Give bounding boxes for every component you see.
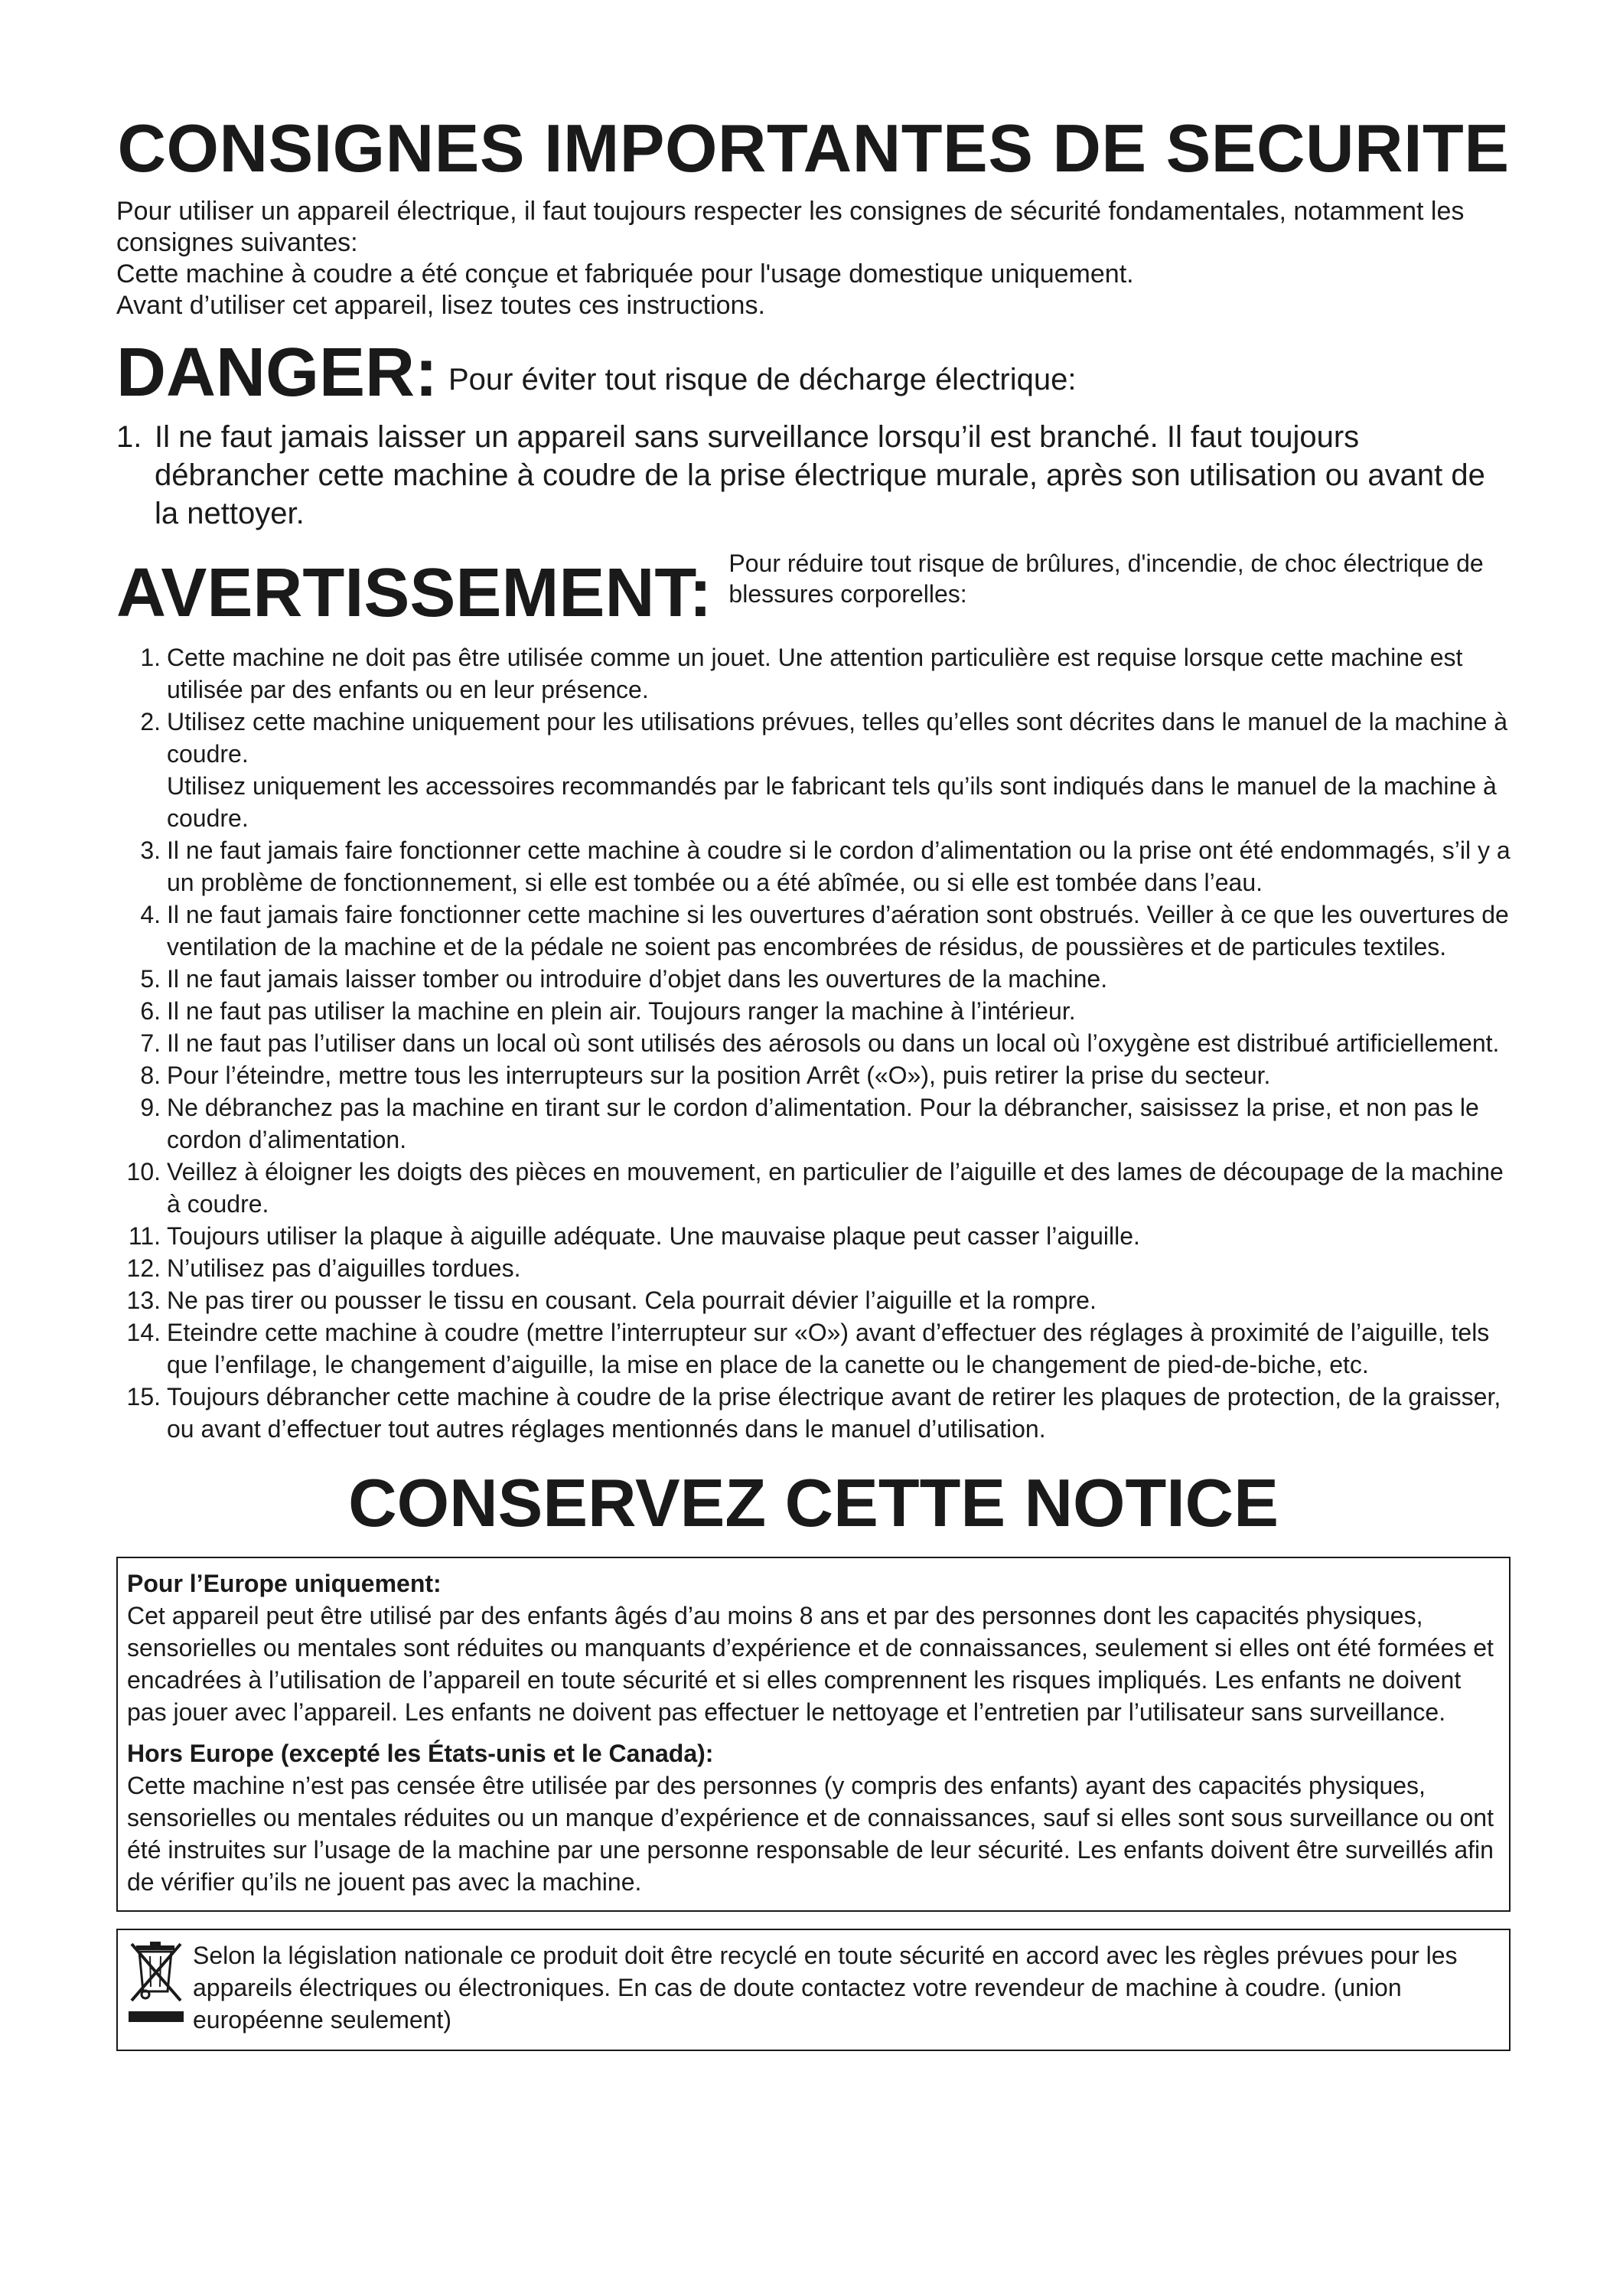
europe-heading: Pour l’Europe uniquement:	[127, 1570, 442, 1597]
warning-item-number: 2.	[140, 708, 161, 735]
warning-list	[116, 641, 1511, 1445]
outside-europe-text: Cette machine n’est pas censée être utilisée par des personnes (y compris des enfants) ayant des capacités physiques, sensorielles ou mentales réduites ou un manque d’expérience et de connaissances, sauf si elles sont sous surveillance ou ont été instruites sur l’usage de la machine par une personne responsable de leur sécurité. Les enfants doivent être surveillés afin de vérifier qu’ils ne jouent pas avec la machine.	[127, 1772, 1494, 1896]
warning-item-text: Il ne faut jamais faire fonctionner cette machine si les ouvertures d’aération sont obstrués. Veiller à ce que les ouvertures de ventilation de la machine et de la pédale ne soient pas encombrées de résidus, de poussières et de particules textiles.	[167, 901, 1509, 960]
warning-item-body	[167, 1381, 1511, 1445]
warning-item-text: Pour l’éteindre, mettre tous les interrupteurs sur la position Arrêt («O»), puis retirer la prise du secteur.	[167, 1062, 1271, 1089]
intro-paragraph: Pour utiliser un appareil électrique, il faut toujours respecter les consignes de sécurité fondamentales, notamment les consignes suivantes:	[116, 197, 1465, 257]
warning-item-body	[167, 1284, 1511, 1316]
warning-item-body	[167, 995, 1511, 1027]
warning-header	[116, 548, 1511, 631]
warning-item-text: Eteindre cette machine à coudre (mettre l’interrupteur sur «O») avant d’effectuer des réglages à proximité de l’aiguille, tels que l’enfilage, le changement d’aiguille, la mise en place de la canette ou le changement de pied-de-biche, etc.	[167, 1319, 1490, 1378]
warning-item	[116, 1091, 1511, 1156]
warning-item-text: Cette machine ne doit pas être utilisée comme un jouet. Une attention particulière est requise lorsque cette machine est utilisée par des enfants ou en leur présence.	[167, 644, 1463, 703]
warning-item-body	[167, 1316, 1511, 1381]
warning-item-body	[167, 1059, 1511, 1091]
outside-europe-heading: Hors Europe (excepté les États-unis et le Canada):	[127, 1740, 714, 1767]
warning-item-number: 4.	[140, 901, 161, 928]
danger-item-text: Il ne faut jamais laisser un appareil sans surveillance lorsqu’il est branché. Il faut toujours débrancher cette machine à coudre de la prise électrique murale, après son utilisation ou avant de la nettoyer.	[155, 420, 1485, 530]
keep-notice-title: CONSERVEZ CETTE NOTICE	[348, 1465, 1279, 1541]
warning-item-number: 9.	[140, 1094, 161, 1121]
warning-item-number: 15.	[126, 1383, 161, 1411]
warning-item	[116, 1220, 1511, 1252]
intro-paragraph: Avant d’utiliser cet appareil, lisez toutes ces instructions.	[116, 291, 765, 320]
warning-item-number: 14.	[126, 1319, 161, 1346]
crossed-out-wheelie-bin-icon	[127, 1939, 185, 2039]
danger-heading: DANGER:	[116, 334, 438, 411]
warning-item-body	[167, 641, 1511, 706]
warning-item-body	[167, 1156, 1511, 1220]
warning-item-number: 13.	[126, 1287, 161, 1314]
warning-item-text: Utilisez uniquement les accessoires recommandés par le fabricant tels qu’ils sont indiqués dans le manuel de la machine à coudre.	[167, 772, 1497, 832]
warning-item-number: 7.	[140, 1029, 161, 1057]
danger-item-number: 1.	[116, 420, 142, 454]
warning-item-body	[167, 1220, 1511, 1252]
warning-item-number: 8.	[140, 1062, 161, 1089]
danger-item	[116, 418, 1511, 533]
warning-item-number: 12.	[126, 1254, 161, 1282]
warning-item	[116, 1316, 1511, 1381]
warning-item-body	[167, 834, 1511, 899]
page-title: CONSIGNES IMPORTANTES DE SECURITE	[117, 110, 1510, 186]
warning-item	[116, 706, 1511, 834]
warning-item-text: Toujours utiliser la plaque à aiguille adéquate. Une mauvaise plaque peut casser l’aiguille.	[167, 1222, 1140, 1250]
warning-item-body	[167, 1252, 1511, 1284]
notice-box	[116, 1557, 1511, 1912]
warning-item-text: Ne pas tirer ou pousser le tissu en cousant. Cela pourrait dévier l’aiguille et la rompre.	[167, 1287, 1097, 1314]
intro-paragraph: Cette machine à coudre a été conçue et fabriquée pour l'usage domestique uniquement.	[116, 259, 1134, 289]
warning-item-text: Il ne faut pas utiliser la machine en plein air. Toujours ranger la machine à l’intérieur.	[167, 997, 1076, 1025]
warning-item-number: 1.	[140, 644, 161, 671]
warning-item-number: 10.	[126, 1158, 161, 1186]
warning-item-body	[167, 963, 1511, 995]
warning-item-number: 6.	[140, 997, 161, 1025]
warning-item-body	[167, 706, 1511, 834]
europe-text: Cet appareil peut être utilisé par des enfants âgés d’au moins 8 ans et par des personnes dont les capacités physiques, sensorielles ou mentales sont réduites ou manquants d’expérience et de connaissances, seulement si elles ont été formées et encadrées à l’utilisation de l’appareil en toute sécurité et si elles comprennent les risques impliqués. Les enfants ne doivent pas jouer avec l’appareil. Les enfants ne doivent pas effectuer le nettoyage et l’entretien par l’utilisateur sans surveillance.	[127, 1602, 1494, 1726]
warning-subheading: Pour réduire tout risque de brûlures, d'incendie, de choc électrique de blessures corporelles:	[728, 550, 1484, 608]
warning-item-body	[167, 899, 1511, 963]
warning-item	[116, 1284, 1511, 1316]
warning-item	[116, 963, 1511, 995]
recycling-notice	[116, 1929, 1511, 2051]
warning-item-text: Il ne faut jamais faire fonctionner cette machine à coudre si le cordon d’alimentation ou la prise ont été endommagés, s’il y a un problème de fonctionnement, si elle est tombée ou a été abîmée, ou si elle est tombée dans l’eau.	[167, 837, 1511, 896]
warning-item-number: 5.	[140, 965, 161, 993]
danger-subheading: Pour éviter tout risque de décharge électrique:	[448, 363, 1077, 396]
warning-item-body	[167, 1027, 1511, 1059]
intro-block	[116, 196, 1511, 321]
warning-item-text: Utilisez cette machine uniquement pour les utilisations prévues, telles qu’elles sont décrites dans le manuel de la machine à coudre.	[167, 708, 1508, 768]
warning-item-text: Toujours débrancher cette machine à coudre de la prise électrique avant de retirer les plaques de protection, de la graisser, ou avant d’effectuer tout autres réglages mentionnés dans le manuel d’utilisation.	[167, 1383, 1501, 1443]
warning-item-text: Veillez à éloigner les doigts des pièces en mouvement, en particulier de l’aiguille et des lames de découpage de la machine à coudre.	[167, 1158, 1504, 1218]
warning-item	[116, 1252, 1511, 1284]
warning-item	[116, 641, 1511, 706]
warning-item-number: 11.	[128, 1222, 161, 1250]
warning-item-text: N’utilisez pas d’aiguilles tordues.	[167, 1254, 521, 1282]
warning-item-text: Il ne faut jamais laisser tomber ou introduire d’objet dans les ouvertures de la machine.	[167, 965, 1108, 993]
warning-item	[116, 995, 1511, 1027]
danger-header	[116, 334, 1511, 411]
recycling-text: Selon la législation nationale ce produit doit être recyclé en toute sécurité en accord avec les règles prévues pour les appareils électriques ou électroniques. En cas de doute contactez votre revendeur de machine à coudre. (union européenne seulement)	[193, 1942, 1458, 2033]
warning-item-text: Ne débranchez pas la machine en tirant sur le cordon d’alimentation. Pour la débrancher, saisissez la prise, et non pas le cordon d’alimentation.	[167, 1094, 1479, 1153]
warning-item	[116, 1381, 1511, 1445]
warning-item	[116, 1156, 1511, 1220]
warning-item-text: Il ne faut pas l’utiliser dans un local où sont utilisés des aérosols ou dans un local où l’oxygène est distribué artificiellement.	[167, 1029, 1500, 1057]
warning-item-body	[167, 1091, 1511, 1156]
warning-item	[116, 899, 1511, 963]
safety-instructions-page	[116, 107, 1511, 2051]
warning-item-number: 3.	[140, 837, 161, 864]
warning-item	[116, 1027, 1511, 1059]
warning-item	[116, 834, 1511, 899]
warning-heading: AVERTISSEMENT:	[116, 555, 712, 631]
warning-item	[116, 1059, 1511, 1091]
